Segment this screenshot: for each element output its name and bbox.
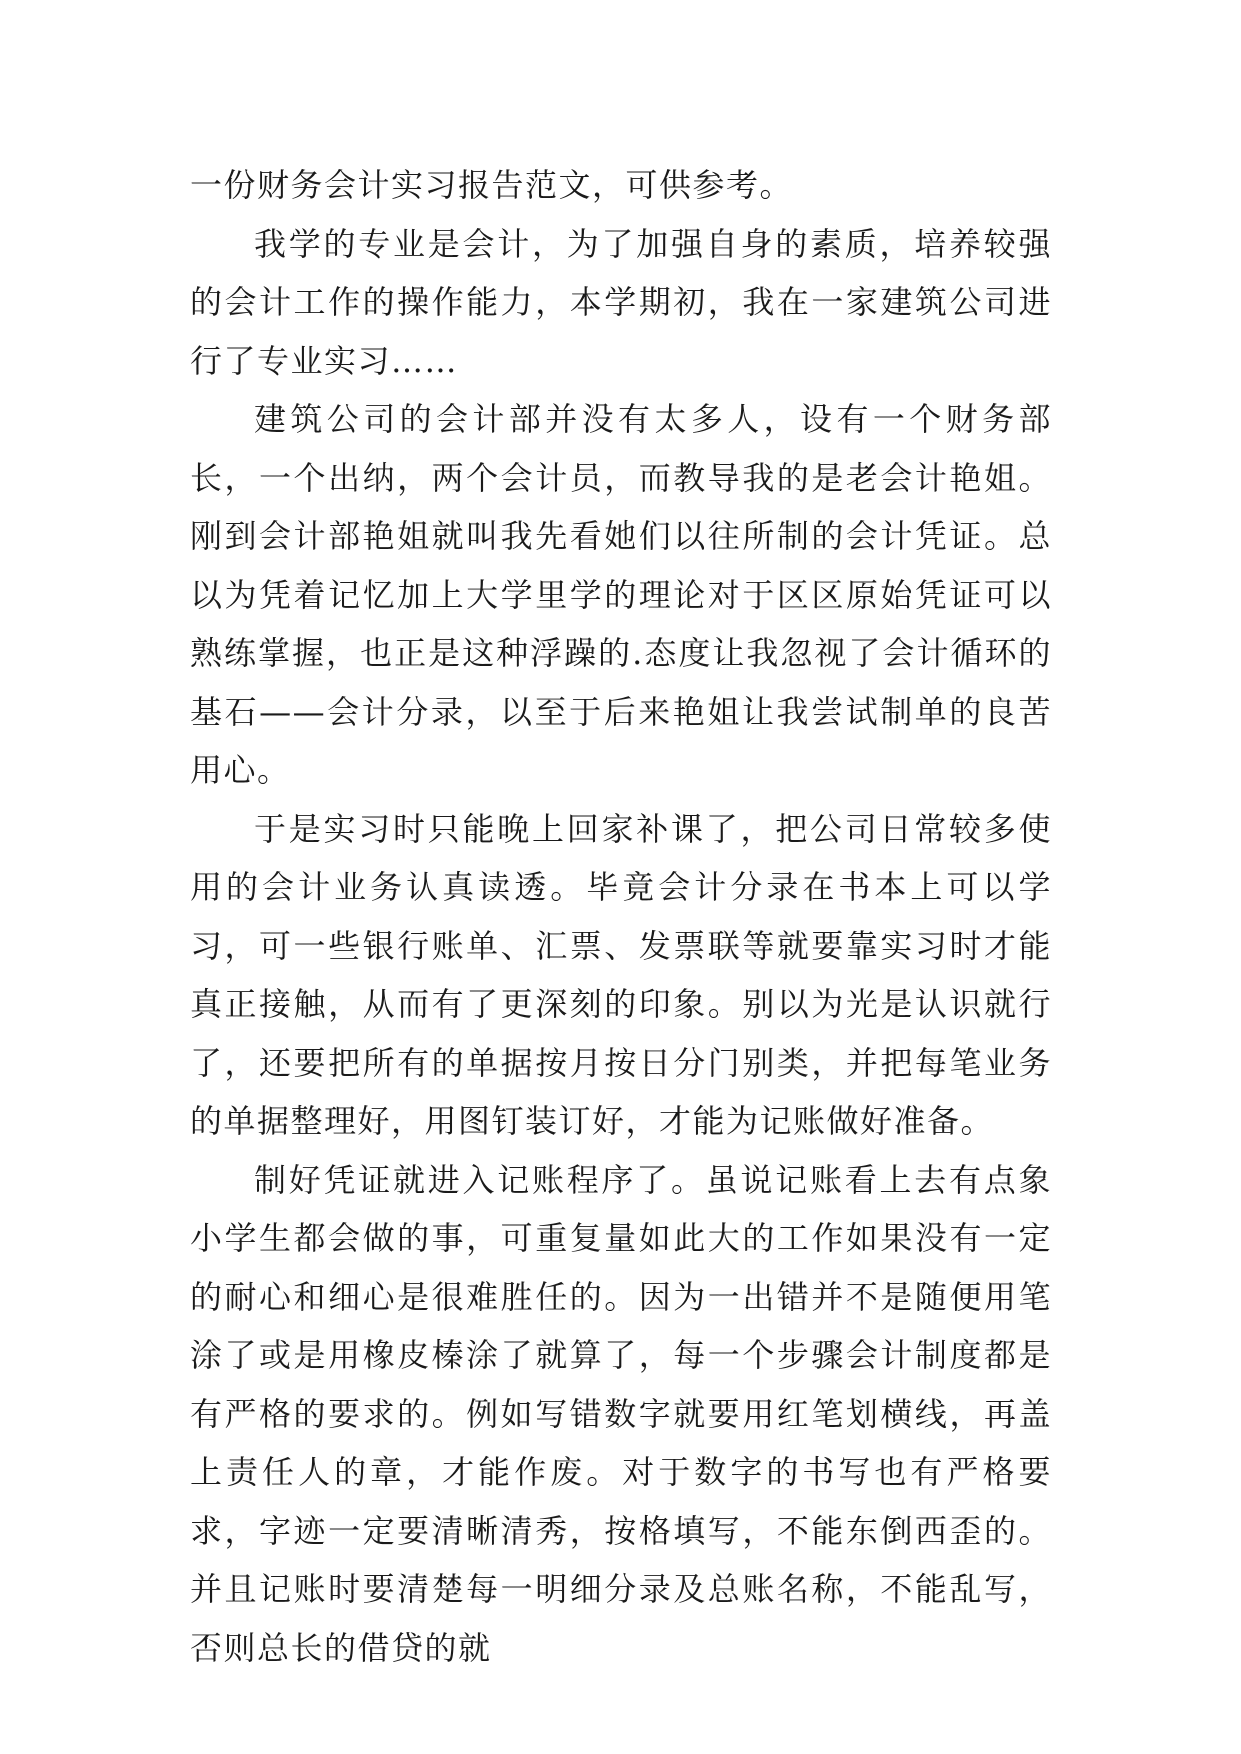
paragraph-5: 制好凭证就进入记账程序了。虽说记账看上去有点象小学生都会做的事，可重复量如此大的工作如果没有一定的耐心和细心是很难胜任的。因为一出错并不是随便用笔涂了或是用橡皮榛涂了就算了，每一个步骤会计制度都是有严格的要求的。例如写错数字就要用红笔划横线，再盖上责任人的章，才能作废。对于数字的书写也有严格要求，字迹一定要清晰清秀，按格填写，不能东倒西歪的。并且记账时要清楚每一明细分录及总账名称，不能乱写，否则总长的借贷的就 bbox=[190, 1160, 1052, 1667]
paragraph-4: 于是实习时只能晚上回家补课了，把公司日常较多使用的会计业务认真读透。毕竟会计分录在书本上可以学习，可一些银行账单、汇票、发票联等就要靠实习时才能真正接触，从而有了更深刻的印象。别以为光是认识就行了，还要把所有的单据按月按日分门别类，并把每笔业务的单据整理好，用图钉装订好，才能为记账做好准备。 bbox=[190, 809, 1052, 1140]
document-body bbox=[190, 156, 1052, 1677]
paragraph-2: 我学的专业是会计，为了加强自身的素质，培养较强的会计工作的操作能力，本学期初，我在一家建筑公司进行了专业实习…… bbox=[190, 224, 1052, 380]
paragraph-3: 建筑公司的会计部并没有太多人，设有一个财务部长，一个出纳，两个会计员，而教导我的是老会计艳姐。刚到会计部艳姐就叫我先看她们以往所制的会计凭证。总以为凭着记忆加上大学里学的理论对于区区原始凭证可以熟练掌握，也正是这种浮躁的.态度让我忽视了会计循环的基石——会计分录，以至于后来艳姐让我尝试制单的良苦用心。 bbox=[190, 400, 1052, 789]
paragraph-1: 一份财务会计实习报告范文，可供参考。 bbox=[190, 166, 794, 204]
